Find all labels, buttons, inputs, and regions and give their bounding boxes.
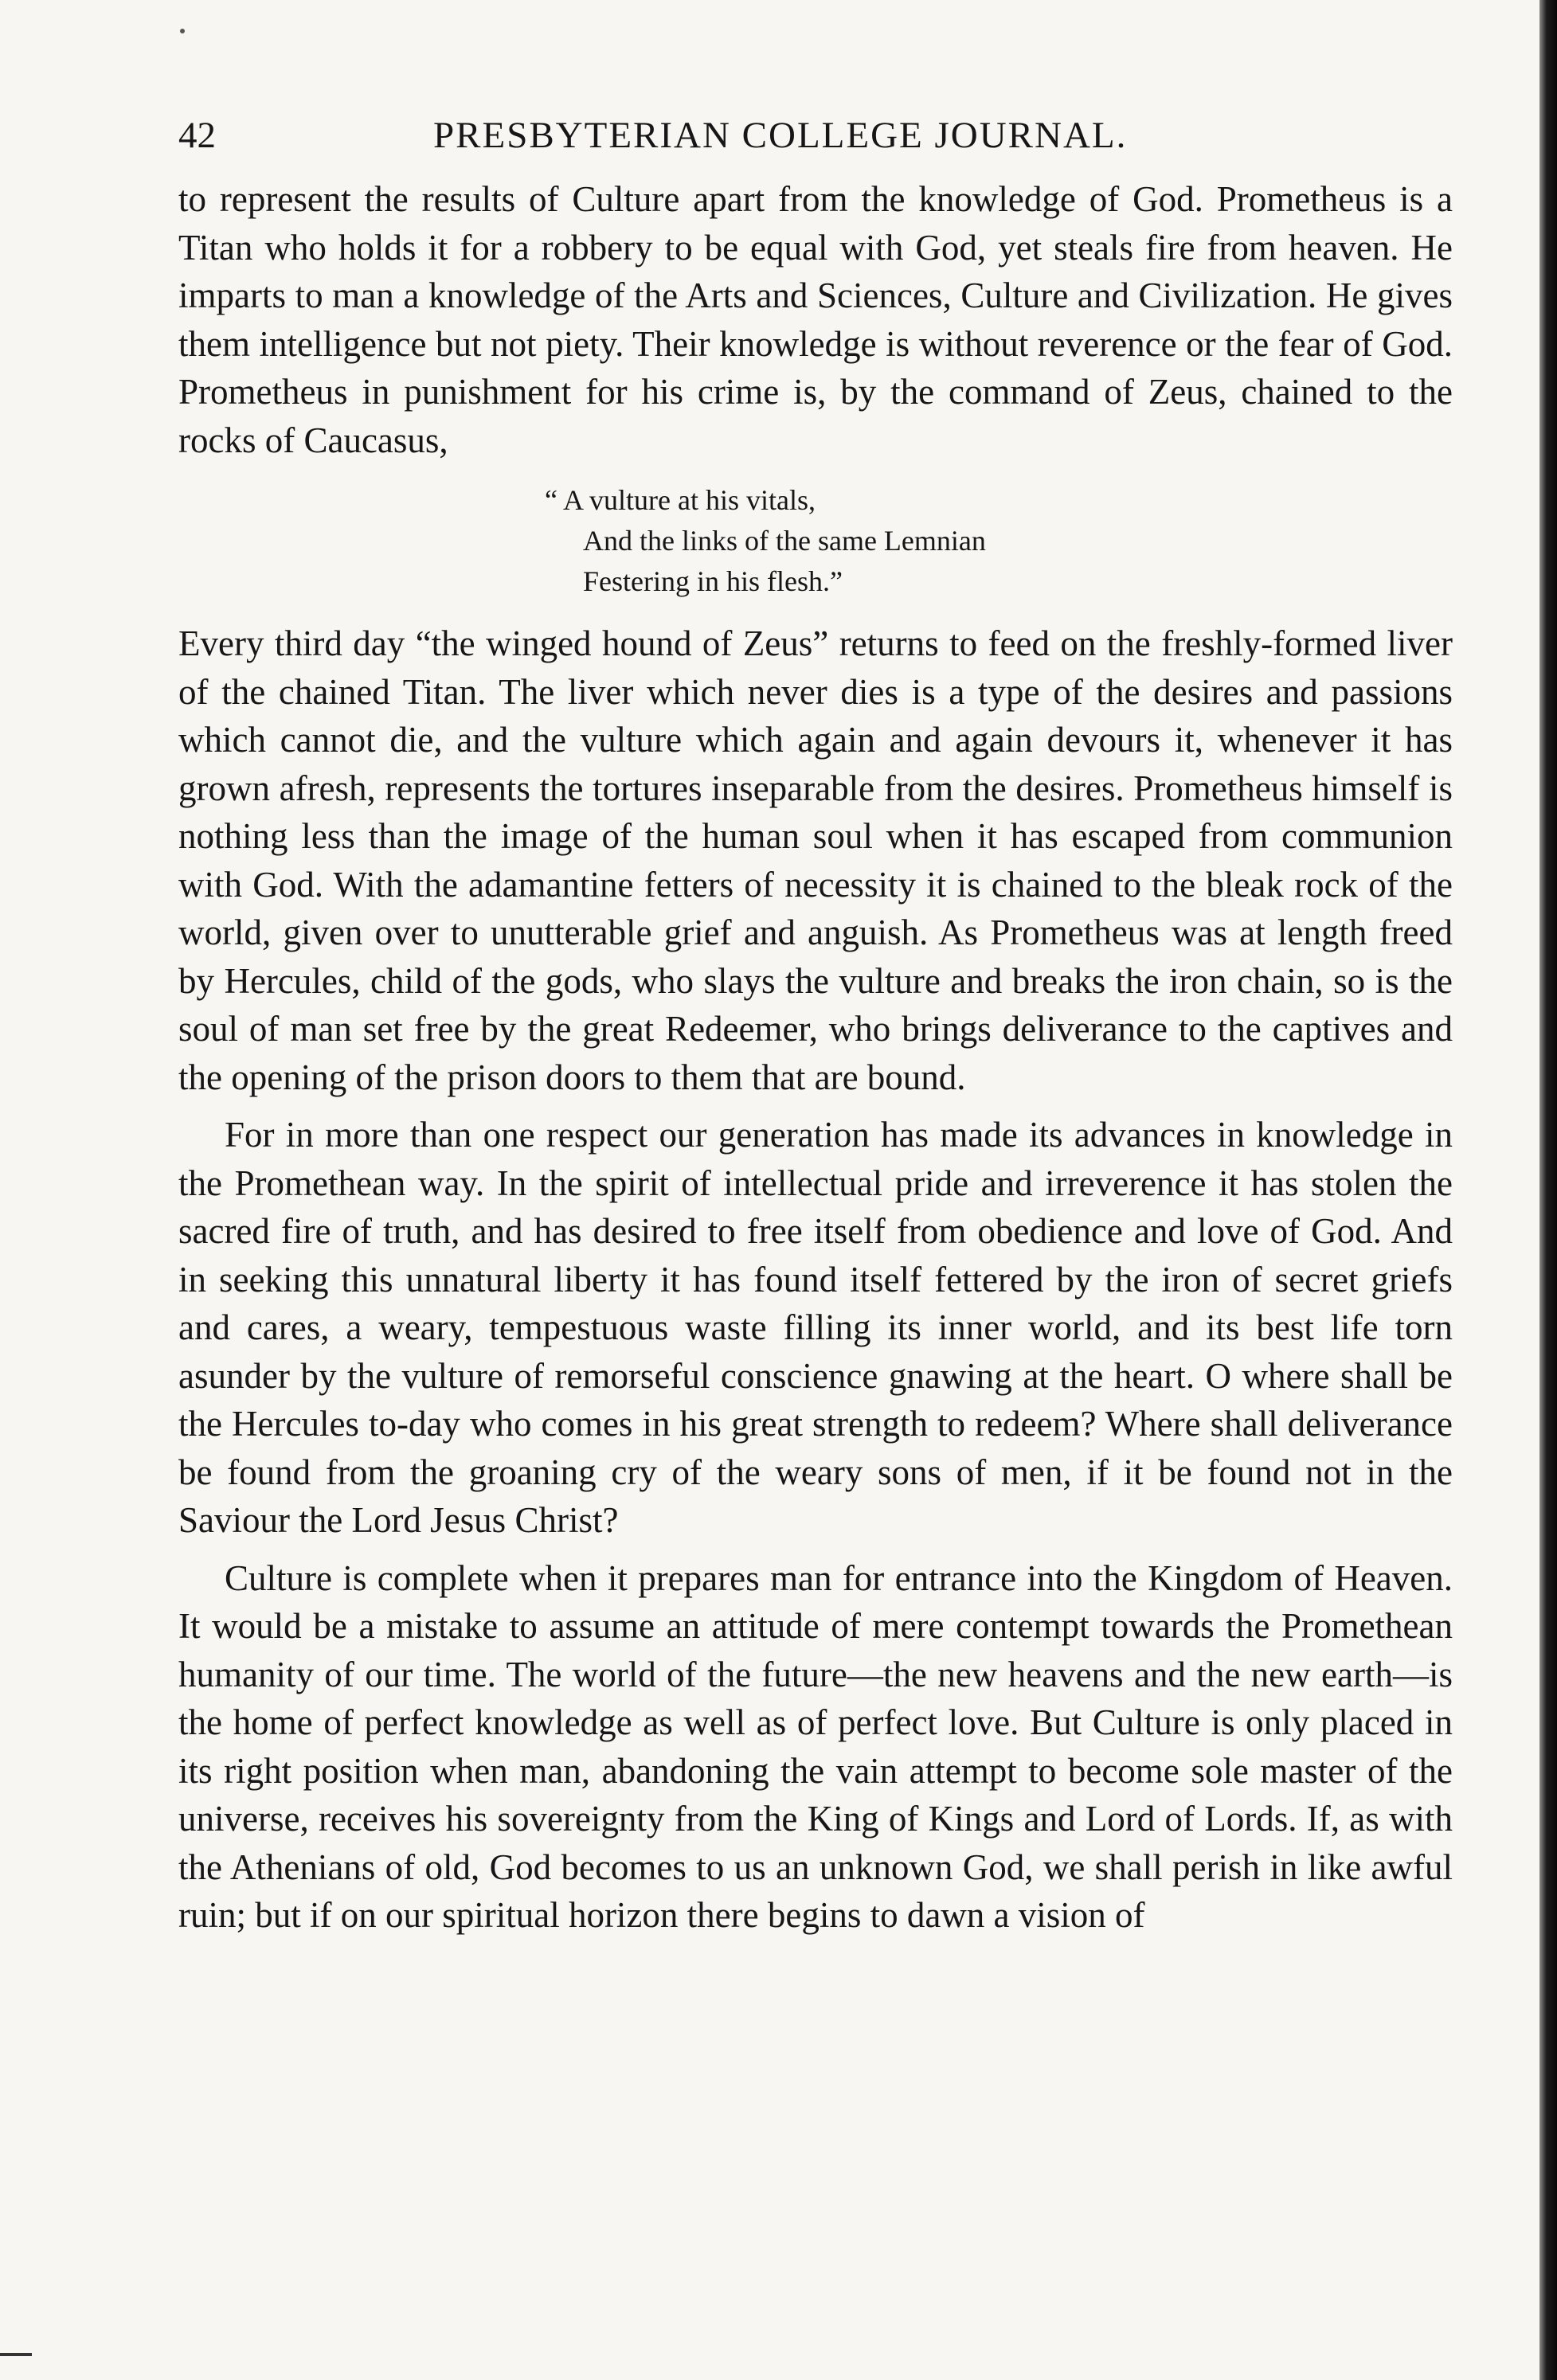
verse-line: And the links of the same Lemnian [583, 525, 986, 557]
verse-line: Festering in his flesh.” [583, 565, 843, 597]
paragraph-generation: For in more than one respect our generation has made its advances in knowledge in the Promethean way. In the spirit of intellectual pride and irreverence it has stolen the sacred fire of truth, and has desired to free itself from obedience and love of God. And in seeking this unnatural liberty it has found itself fettered by the iron of secret griefs and cares, a weary, tempestuous waste filling its inner world, and its best life torn asunder by the vulture of remorseful conscience gnawing at the heart. O where shall be the Hercules to-day who comes in his great strength to redeem? Where shall deliverance be found from the groaning cry of the weary sons of men, if it be found not in the Saviour the Lord Jesus Christ? [178, 1115, 1453, 1540]
binding-edge-shadow [1539, 0, 1557, 2380]
scan-mark [0, 2353, 32, 2356]
verse-quotation [178, 480, 1453, 602]
paragraph-culture: Culture is complete when it prepares man for entrance into the Kingdom of Heaven. It would be a mistake to assume an attitude of mere contempt towards the Promethean humanity of our time. The world of the future—the new heavens and the new earth—is the home of perfect knowledge as well as of perfect love. But Culture is only placed in its right position when man, abandoning the vain attempt to become sole master of the universe, receives his sovereignty from the King of Kings and Lord of Lords. If, as with the Athenians of old, God becomes to us an unknown God, we shall perish in like awful ruin; but if on our spiritual horizon there begins to dawn a vision of [178, 1557, 1453, 1935]
running-title: PRESBYTERIAN COLLEGE JOURNAL. [433, 115, 1128, 156]
page-header [178, 111, 1453, 167]
article-body [178, 175, 1453, 1940]
paragraph-vulture: Every third day “the winged hound of Zeus” returns to feed on the freshly-formed liver of the chained Titan. The liver which never dies is a type of the desires and passions which cannot die, and the vulture which again and again devours it, whenever it has grown afresh, represents the tortures inseparable from the desires. Prometheus himself is nothing less than the image of the human soul when it has escaped from communion with God. With the adamantine fetters of necessity it is chained to the bleak rock of the world, given over to unutterable grief and anguish. As Prometheus was at length freed by Hercules, child of the gods, who slays the vulture and breaks the iron chain, so is the soul of man set free by the great Redeemer, who brings deliverance to the captives and the opening of the prison doors to them that are bound. [178, 623, 1453, 1097]
scan-speck [180, 29, 185, 33]
verse-line: “ A vulture at his vitals, [545, 484, 816, 516]
page-number: 42 [178, 115, 216, 156]
paragraph-continued: to represent the results of Culture apart from the knowledge of God. Prometheus is a Titan who holds it for a robbery to be equal with God, yet steals fire from heaven. He imparts to man a knowledge of the Arts and Sciences, Culture and Civilization. He gives them intelligence but not piety. Their knowledge is without reverence or the fear of God. Prometheus in punishment for his crime is, by the command of Zeus, chained to the rocks of Caucasus, [178, 179, 1453, 460]
